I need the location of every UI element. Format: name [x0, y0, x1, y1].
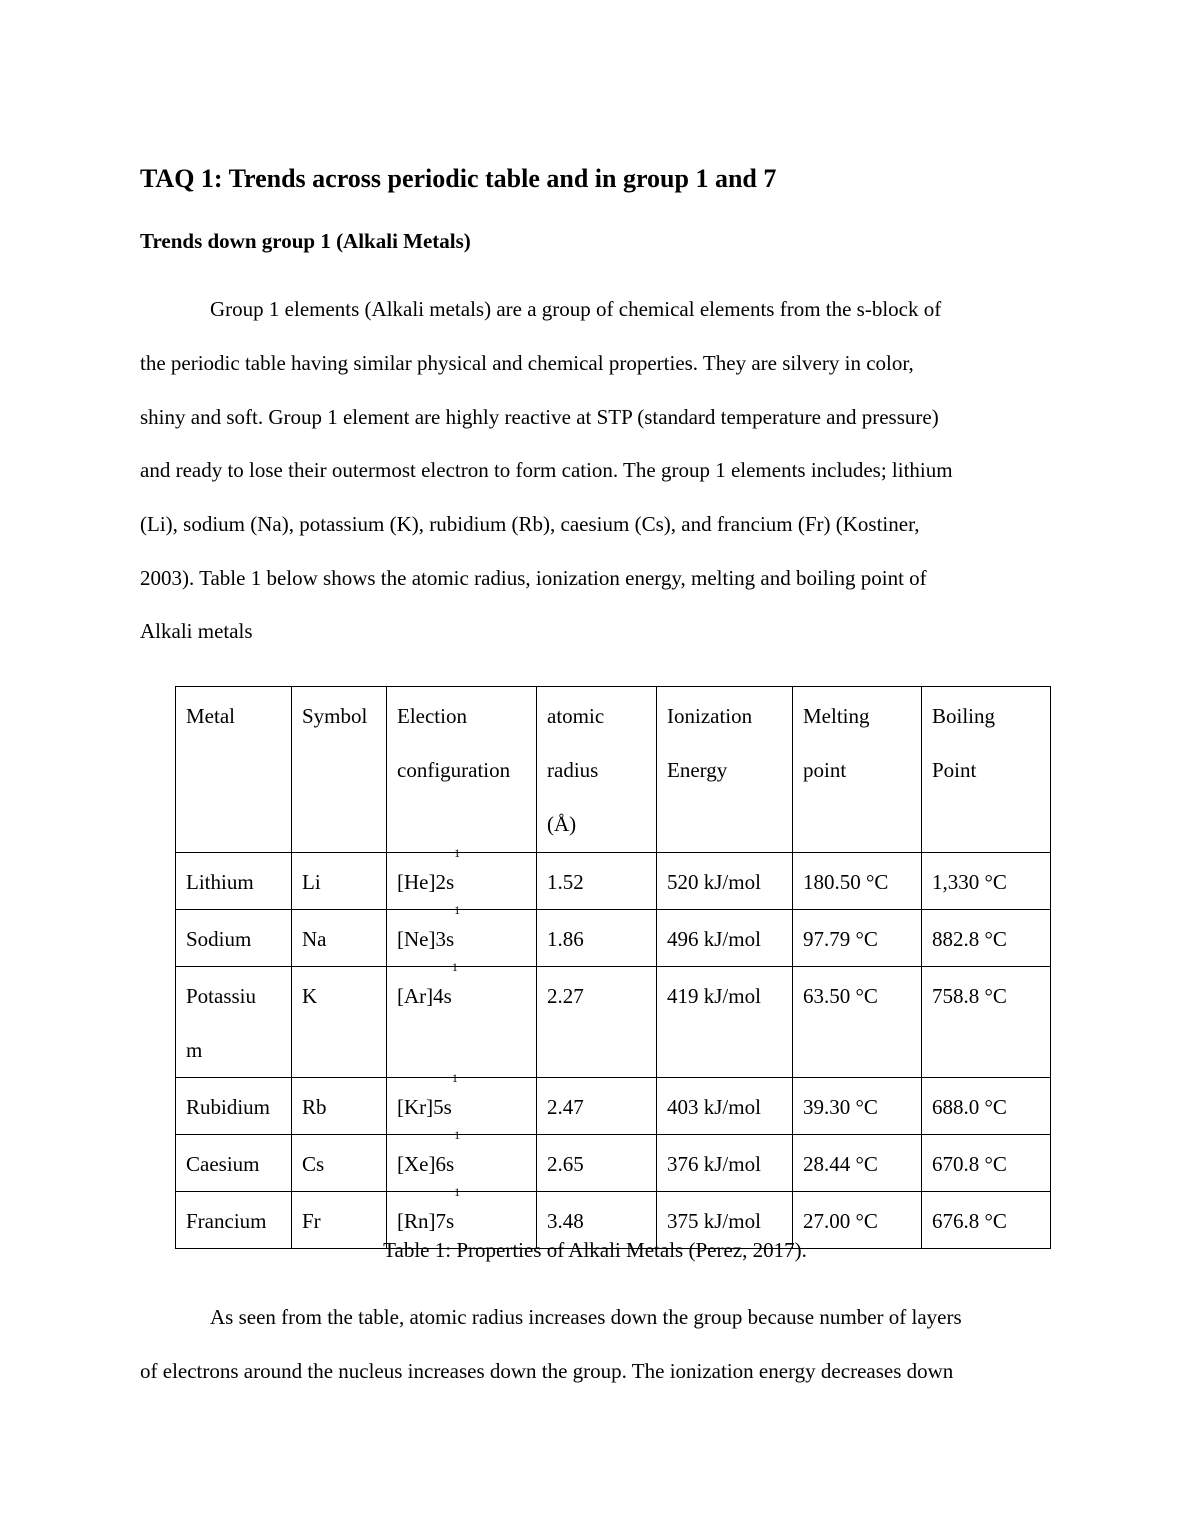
- cell-melting: 27.00 °C: [793, 1192, 922, 1249]
- config-text: [Kr]5s: [397, 1095, 452, 1119]
- header-text: radius: [547, 758, 599, 782]
- header-text: Point: [932, 758, 977, 782]
- cell-melting: 28.44 °C: [793, 1135, 922, 1192]
- cell-symbol: Cs: [292, 1135, 387, 1192]
- config-superscript: 1: [451, 1071, 458, 1085]
- cell-ionization: 520 kJ/mol: [657, 853, 793, 910]
- cell-radius: 2.27: [537, 967, 657, 1078]
- config-superscript: 1: [454, 1128, 461, 1142]
- cell-symbol: Fr: [292, 1192, 387, 1249]
- cell-ionization: 419 kJ/mol: [657, 967, 793, 1078]
- header-text: point: [803, 758, 847, 782]
- cell-ionization: 375 kJ/mol: [657, 1192, 793, 1249]
- cell-symbol: K: [292, 967, 387, 1078]
- paragraph-line: Group 1 elements (Alkali metals) are a group of chemical elements from the s-block of: [210, 297, 942, 321]
- cell-melting: 97.79 °C: [793, 910, 922, 967]
- header-cell-radius: [537, 687, 657, 853]
- cell-boiling: 688.0 °C: [922, 1078, 1051, 1135]
- section-heading: Trends down group 1 (Alkali Metals): [140, 229, 471, 253]
- cell-ionization: 496 kJ/mol: [657, 910, 793, 967]
- header-text: Symbol: [302, 704, 368, 728]
- paragraph-line: As seen from the table, atomic radius increases down the group because number of layers: [210, 1305, 962, 1329]
- table-row: [176, 1078, 1051, 1135]
- header-text: Ionization: [667, 704, 753, 728]
- cell-ionization: 403 kJ/mol: [657, 1078, 793, 1135]
- header-text: Election: [397, 704, 467, 728]
- cell-symbol: Na: [292, 910, 387, 967]
- cell-radius: 2.65: [537, 1135, 657, 1192]
- paragraph-line: and ready to lose their outermost electron to form cation. The group 1 elements includes; lithium: [140, 458, 953, 482]
- table-row: [176, 967, 1051, 1078]
- cell-metal: Sodium: [176, 910, 292, 967]
- metal-text-continued: m: [186, 1038, 203, 1062]
- cell-metal: Caesium: [176, 1135, 292, 1192]
- cell-boiling: 1,330 °C: [922, 853, 1051, 910]
- table-row: [176, 853, 1051, 910]
- cell-configuration: [387, 1071, 537, 1135]
- cell-configuration: [387, 1128, 537, 1192]
- table-caption: Table 1: Properties of Alkali Metals (Perez, 2017).: [383, 1238, 807, 1262]
- header-cell-melting: [793, 687, 922, 853]
- table-row: [176, 910, 1051, 967]
- cell-configuration: [387, 846, 537, 910]
- header-text: Energy: [667, 758, 728, 782]
- config-superscript: 1: [454, 903, 461, 917]
- cell-boiling: 882.8 °C: [922, 910, 1051, 967]
- cell-metal: Rubidium: [176, 1078, 292, 1135]
- cell-radius: 2.47: [537, 1078, 657, 1135]
- cell-radius: 1.86: [537, 910, 657, 967]
- cell-ionization: 376 kJ/mol: [657, 1135, 793, 1192]
- cell-melting: 39.30 °C: [793, 1078, 922, 1135]
- cell-metal: Francium: [176, 1192, 292, 1249]
- header-cell-ionization: [657, 687, 793, 853]
- config-text: [Ar]4s: [397, 984, 452, 1008]
- metal-text: Potassiu: [186, 984, 257, 1008]
- config-superscript: 1: [451, 960, 458, 974]
- cell-configuration: [387, 960, 537, 1078]
- cell-symbol: Rb: [292, 1078, 387, 1135]
- paragraph-line: (Li), sodium (Na), potassium (K), rubidium (Rb), caesium (Cs), and francium (Fr) (Kostiner,: [140, 512, 920, 536]
- header-text: Metal: [186, 704, 235, 728]
- cell-melting: 63.50 °C: [793, 967, 922, 1078]
- config-text: [Rn]7s: [397, 1209, 455, 1233]
- config-superscript: 1: [454, 846, 461, 860]
- cell-metal: Lithium: [176, 853, 292, 910]
- paragraph-line: of electrons around the nucleus increases down the group. The ionization energy decreases down: [140, 1359, 954, 1383]
- cell-boiling: 676.8 °C: [922, 1192, 1051, 1249]
- cell-radius: 3.48: [537, 1192, 657, 1249]
- header-text: (Å): [547, 812, 577, 836]
- header-text: atomic: [547, 704, 605, 728]
- header-cell-configuration: [387, 687, 537, 853]
- cell-boiling: 670.8 °C: [922, 1135, 1051, 1192]
- paragraph-line: shiny and soft. Group 1 element are highly reactive at STP (standard temperature and pressure): [140, 405, 939, 429]
- config-text: [Ne]3s: [397, 927, 455, 951]
- header-text: Boiling: [932, 704, 996, 728]
- header-text: Melting: [803, 704, 870, 728]
- cell-melting: 180.50 °C: [793, 853, 922, 910]
- cell-configuration: [387, 903, 537, 967]
- header-text: configuration: [397, 758, 511, 782]
- cell-metal: [176, 967, 292, 1078]
- paragraph-line: Alkali metals: [140, 619, 253, 643]
- alkali-metals-table: [175, 686, 1051, 1249]
- header-cell-boiling: [922, 687, 1051, 853]
- table-header-row: [176, 687, 1051, 853]
- header-cell-symbol: [292, 687, 387, 853]
- config-superscript: 1: [454, 1185, 461, 1199]
- cell-boiling: 758.8 °C: [922, 967, 1051, 1078]
- cell-symbol: Li: [292, 853, 387, 910]
- page-title: TAQ 1: Trends across periodic table and in group 1 and 7: [140, 164, 777, 193]
- cell-radius: 1.52: [537, 853, 657, 910]
- table-row: [176, 1135, 1051, 1192]
- header-cell-metal: [176, 687, 292, 853]
- config-text: [Xe]6s: [397, 1152, 455, 1176]
- config-text: [He]2s: [397, 870, 455, 894]
- paragraph-line: the periodic table having similar physical and chemical properties. They are silvery in color,: [140, 351, 914, 375]
- paragraph-line: 2003). Table 1 below shows the atomic radius, ionization energy, melting and boiling point of: [140, 566, 927, 590]
